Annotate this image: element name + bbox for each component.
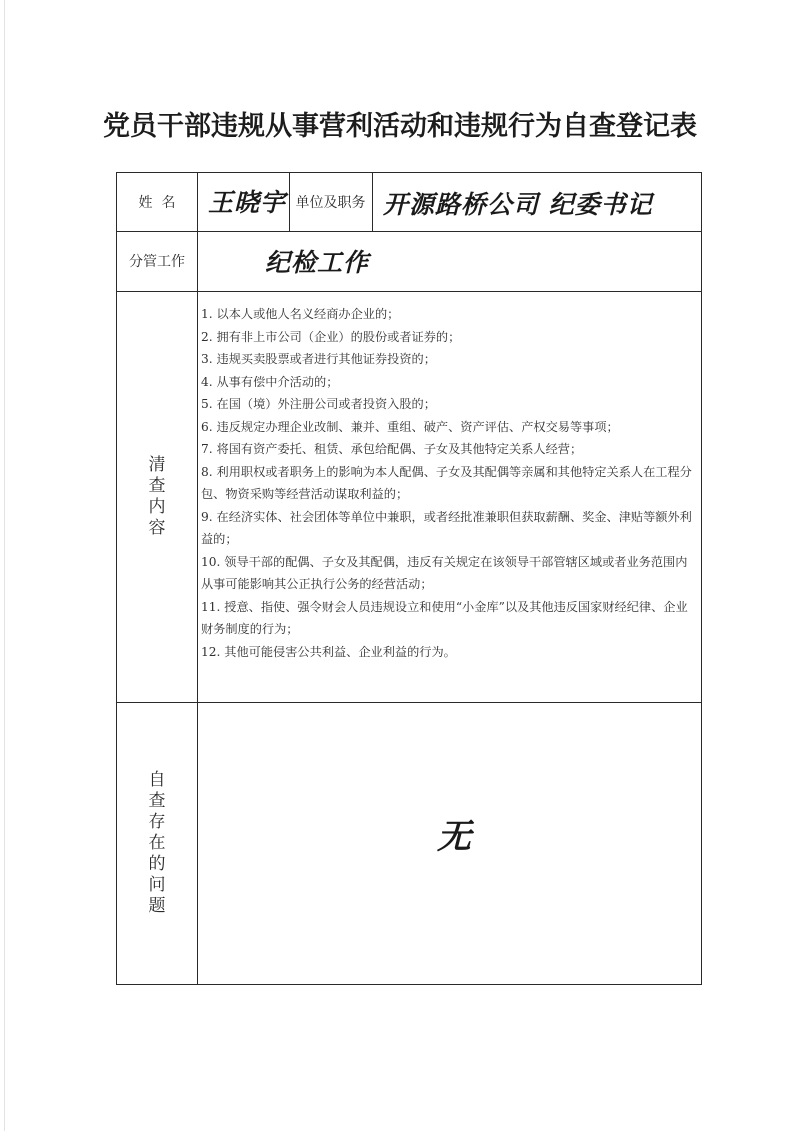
check-item: 9. 在经济实体、社会团体等单位中兼职，或者经批准兼职但获取薪酬、奖金、津贴等额外利益的； [201, 509, 692, 546]
check-item: 10. 领导干部的配偶、子女及其配偶，违反有关规定在该领导干部管辖区域或者业务范围内从事可能影响其公正执行公务的经营活动； [201, 554, 688, 591]
check-item: 3. 违规买卖股票或者进行其他证券投资的； [201, 352, 436, 366]
check-item: 8. 利用职权或者职务上的影响为本人配偶、子女及其配偶等亲属和其他特定关系人在工程分包、物资采购等经营活动谋取利益的； [201, 464, 692, 501]
unit-position-value: 开源路桥公司 纪委书记 [383, 190, 653, 219]
check-item: 4. 从事有偿中介活动的； [201, 374, 339, 389]
check-item: 1. 以本人或他人名义经商办企业的； [201, 307, 400, 321]
row-divider [117, 702, 701, 703]
self-check-issues-label [117, 702, 197, 984]
scan-edge [4, 0, 5, 1131]
row-divider [117, 231, 701, 232]
check-item: 5. 在国（境）外注册公司或者投资入股的； [201, 397, 436, 411]
issues-value: 无 [437, 817, 472, 857]
check-items-list [201, 303, 695, 663]
column-divider [372, 173, 373, 231]
check-content-label-text: 清查内容 [148, 454, 166, 538]
registration-form [116, 172, 702, 985]
check-item: 6. 违反规定办理企业改制、兼并、重组、破产、资产评估、产权交易等事项； [201, 419, 619, 434]
row-divider [117, 291, 701, 292]
work-value: 纪检工作 [265, 248, 370, 277]
check-item: 2. 拥有非上市公司（企业）的股份或者证券的； [201, 329, 461, 344]
work-label: 分管工作 [129, 254, 185, 270]
name-label: 姓 名 [138, 195, 176, 211]
check-item: 12. 其他可能侵害公共利益、企业利益的行为。 [201, 644, 456, 659]
unit-position-label: 单位及职务 [295, 195, 366, 211]
check-item: 11. 授意、指使、强令财会人员违规设立和使用“小金库”以及其他违反国家财经纪律、企业财务制度的行为； [201, 599, 688, 636]
name-signature: 王晓宇 [208, 188, 287, 217]
page-title: 党员干部违规从事营利活动和违规行为自查登记表 [103, 111, 697, 142]
check-item: 7. 将国有资产委托、租赁、承包给配偶、子女及其他特定关系人经营； [201, 442, 583, 456]
self-check-issues-label-text: 自查存在的问题 [148, 769, 166, 916]
check-content-label [117, 291, 197, 702]
column-divider [197, 173, 198, 984]
